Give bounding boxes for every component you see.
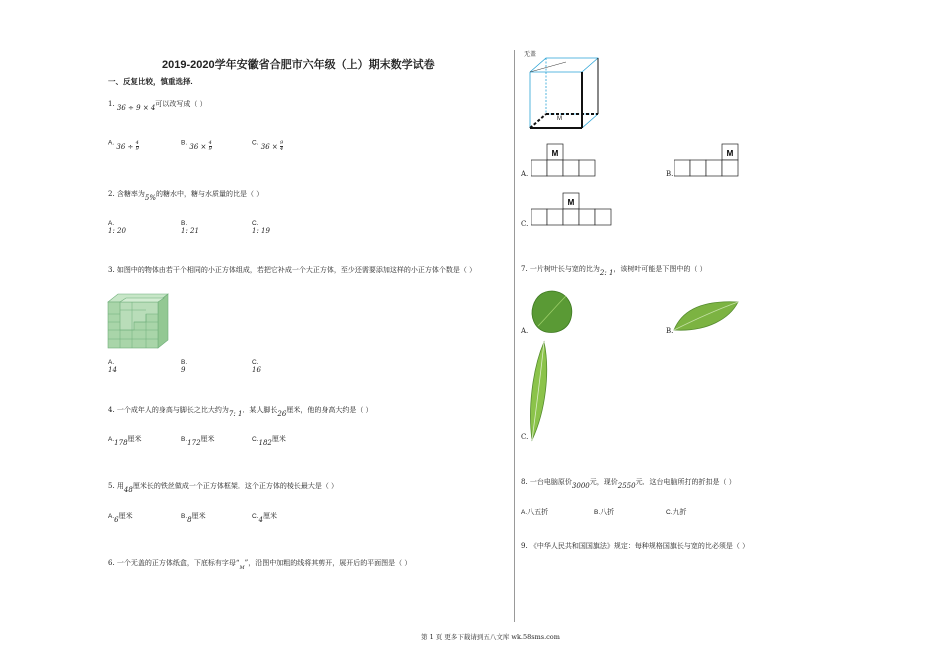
q6-option-b-label[interactable]: B. xyxy=(666,170,674,178)
q3-option-b[interactable]: B. 9 xyxy=(181,359,188,374)
q1-option-c[interactable]: C. 36 × $\frac{9}{4}$ xyxy=(252,139,284,152)
q6-cube-letter: M xyxy=(557,116,562,122)
q6-option-b-net[interactable] xyxy=(674,143,740,177)
q7-option-b-label[interactable]: B. xyxy=(666,327,674,335)
q7-option-a-label[interactable]: A. xyxy=(521,327,529,335)
q4-ratio: 7: 1 xyxy=(228,410,243,418)
page-footer: 第 1 页 更多下载请到五八文库 wk.58sms.com xyxy=(421,633,560,641)
q6-a-m-label: M xyxy=(551,149,559,158)
q7-leaf-b-oval[interactable] xyxy=(672,298,740,334)
q6-letter: M xyxy=(239,565,245,571)
q3-option-c[interactable]: C. 16 xyxy=(252,359,261,374)
q6-option-a-net[interactable] xyxy=(531,143,597,177)
q1-b-fraction: $\frac{4}{9}$ xyxy=(208,140,212,152)
q3-option-a[interactable]: A. 14 xyxy=(108,359,117,374)
q8-option-b[interactable]: B.八折 xyxy=(594,508,615,516)
q6-lid-label: 无盖 xyxy=(524,51,537,58)
q8-option-c[interactable]: C.九折 xyxy=(666,508,687,516)
section-heading: 一、反复比较，慎重选择. xyxy=(108,77,193,86)
q5-wire-length: 48 xyxy=(123,486,133,494)
question-5: 5. 用48厘米长的铁丝做成一个正方体框架．这个正方体的棱长最大是（ ） xyxy=(108,482,339,494)
q4-option-a[interactable]: A.178厘米 xyxy=(108,435,142,447)
question-2: 2. 含糖率为5%的糖水中，糖与水质量的比是（ ） xyxy=(108,190,264,202)
q6-open-cube-figure xyxy=(526,56,604,132)
q7-leaf-c-long[interactable] xyxy=(526,340,550,442)
q2-option-b[interactable]: B. 1: 21 xyxy=(181,220,199,235)
q8-original-price: 3000 xyxy=(571,482,590,490)
q5-option-c[interactable]: C.4厘米 xyxy=(252,512,277,524)
q1-c-fraction: $\frac{9}{4}$ xyxy=(279,140,284,152)
q1-text: 可以改写成（ ） xyxy=(155,100,207,108)
q4-foot-length: 26 xyxy=(277,410,287,418)
q1-number: 1. xyxy=(108,100,115,108)
q8-current-price: 2550 xyxy=(617,482,636,490)
column-divider xyxy=(514,50,515,622)
q6-option-c-net[interactable] xyxy=(531,192,613,226)
q1-expression: 36 ÷ 9 × 4 xyxy=(116,104,156,112)
q1-a-fraction: $\frac{4}{9}$ xyxy=(135,140,139,152)
q6-option-c-label[interactable]: C. xyxy=(521,220,529,228)
q2-option-c[interactable]: C. 1: 19 xyxy=(252,220,270,235)
question-8: 8. 一台电脑原价3000元，现价2550元．这台电脑所打的折扣是（ ） xyxy=(521,478,736,490)
question-9: 9. 《中华人民共和国国旗法》规定：每种规格国旗长与宽的比必须是（ ） xyxy=(521,542,750,550)
question-7: 7. 一片树叶长与宽的比为2: 1，该树叶可能是下图中的（ ） xyxy=(521,265,707,277)
question-3: 3. 如图中的物体由若干个相同的小正方体组成，若把它补成一个大正方体，至少还需要添加这样的小正方体个数是（ ） xyxy=(108,266,477,274)
page-title: 2019-2020学年安徽省合肥市六年级（上）期末数学试卷 xyxy=(162,59,435,71)
q7-option-c-label[interactable]: C. xyxy=(521,433,529,441)
q4-option-c[interactable]: C.182厘米 xyxy=(252,435,286,447)
q5-option-a[interactable]: A.6厘米 xyxy=(108,512,133,524)
q6-option-a-label[interactable]: A. xyxy=(521,170,529,178)
q7-leaf-a-round[interactable] xyxy=(528,288,576,336)
q2-expression: 5% xyxy=(144,194,157,202)
cube-stack-figure xyxy=(106,292,172,352)
q1-option-b[interactable]: B. 36 × $\frac{4}{9}$ xyxy=(181,139,212,152)
q1-option-a[interactable]: A. 36 ÷ $\frac{4}{9}$ xyxy=(108,139,139,152)
q8-option-a[interactable]: A.八五折 xyxy=(521,508,549,516)
q4-option-b[interactable]: B.172厘米 xyxy=(181,435,215,447)
q7-ratio: 2: 1 xyxy=(599,269,614,277)
q6-b-m-label: M xyxy=(726,149,734,158)
question-4: 4. 一个成年人的身高与脚长之比大约为7: 1．某人脚长26厘米，他的身高大约是（ ） xyxy=(108,406,373,418)
q6-c-m-label: M xyxy=(567,198,575,207)
q5-option-b[interactable]: B.8厘米 xyxy=(181,512,206,524)
q2-option-a[interactable]: A. 1: 20 xyxy=(108,220,126,235)
question-6: 6. 一个无盖的正方体纸盒，下底标有字母“M”，沿图中加粗的线将其剪开，展开后的平面图是（ ） xyxy=(108,559,412,571)
question-1 xyxy=(108,99,207,112)
